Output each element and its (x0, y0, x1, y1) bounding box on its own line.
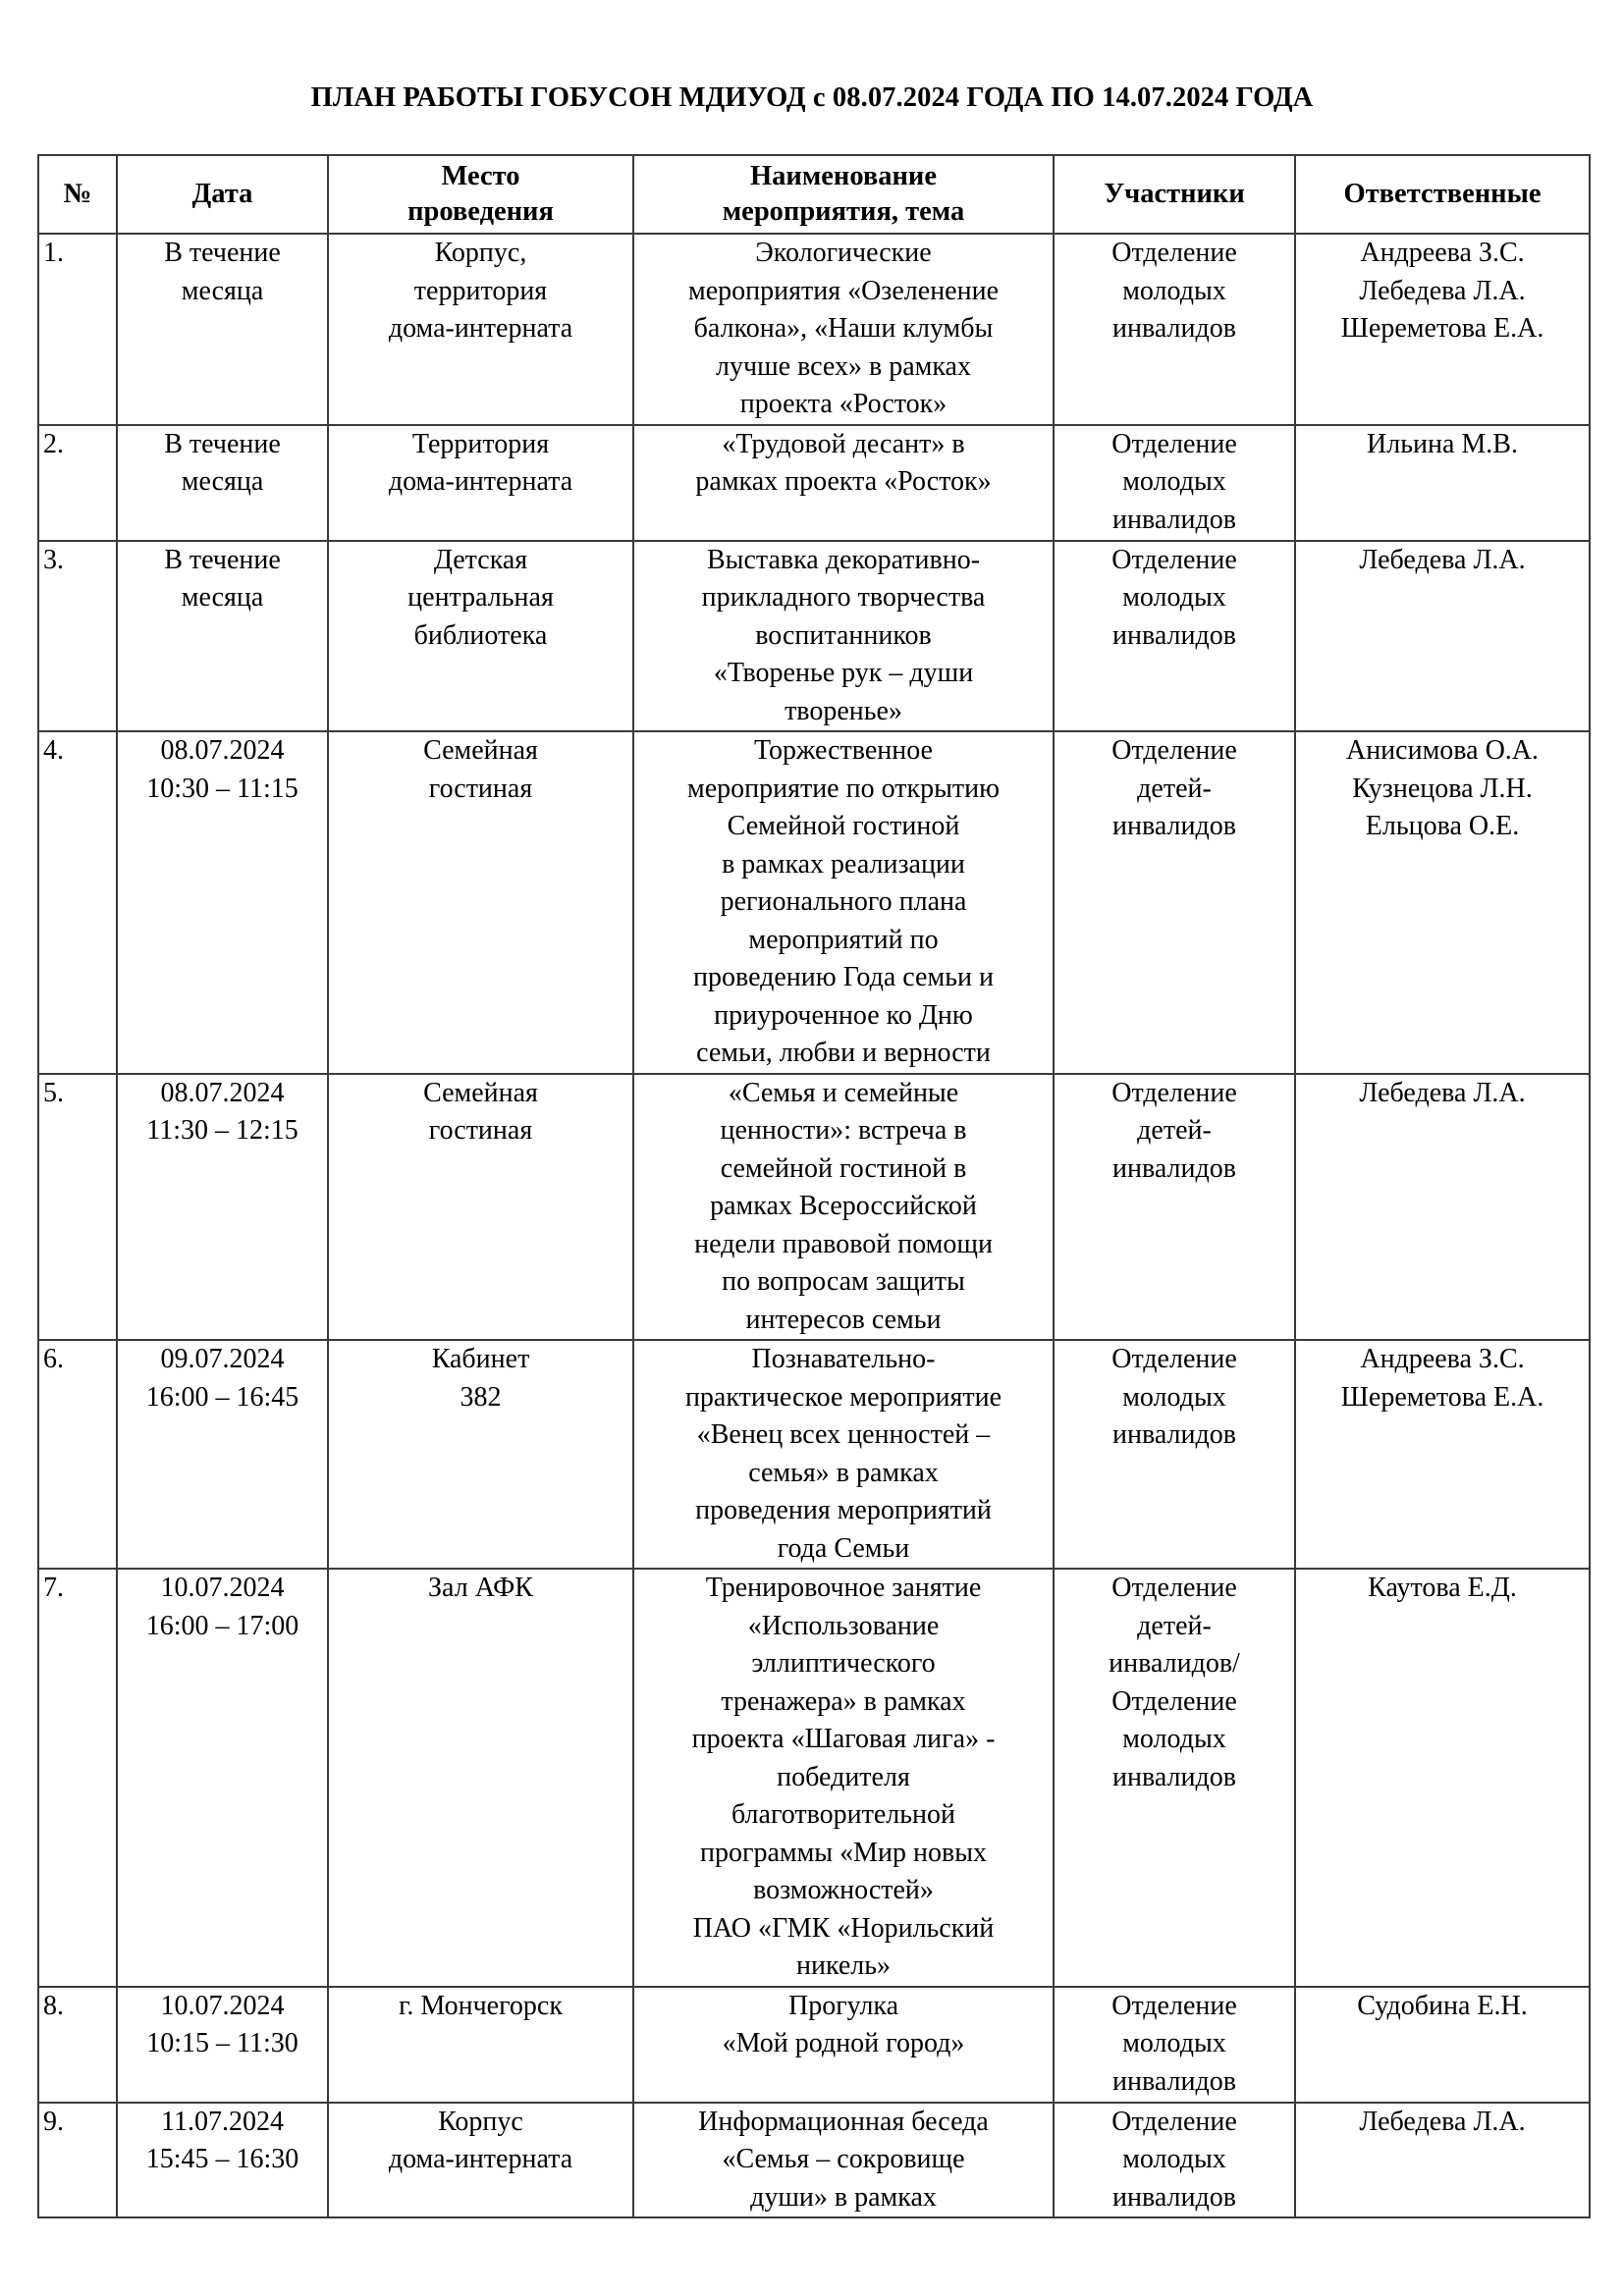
cell-line: инвалидов/ (1109, 1648, 1240, 1679)
cell-line: территория (413, 275, 548, 306)
cell-line: Семейной гостиной (727, 811, 960, 841)
cell-participants (1054, 1569, 1295, 1987)
cell-number: 9. (38, 2103, 117, 2218)
cell-line: библиотека (413, 619, 548, 651)
cell-line: «Трудовой десант» в (722, 428, 965, 459)
cell-responsible (1295, 1340, 1590, 1569)
header-participants (1054, 155, 1295, 234)
cell-line: «Семья – сокровище (722, 2144, 965, 2174)
cell-number: 1. (38, 234, 117, 425)
cell-line: Отделение (1111, 2106, 1237, 2137)
cell-line: рамках проекта «Росток» (695, 466, 992, 497)
header-number (38, 155, 117, 234)
cell-line: проведению Года семьи и (693, 962, 994, 992)
cell-line: молодых (1122, 2144, 1226, 2174)
cell-line: инвалидов (1112, 1761, 1236, 1792)
cell-number: 4. (38, 731, 117, 1074)
document-title: ПЛАН РАБОТЫ ГОБУСОН МДИУОД с 08.07.2024 ГОДА ПО 14.07.2024 ГОДА (310, 82, 1314, 113)
cell-line: молодых (1122, 1724, 1226, 1754)
cell-line: Отделение (1111, 1573, 1237, 1603)
cell-participants (1054, 2103, 1295, 2218)
cell-line: инвалидов (1112, 619, 1236, 651)
cell-line: 15:45 – 16:30 (145, 2144, 299, 2174)
cell-line: месяца (181, 466, 264, 497)
cell-line: Шереметова Е.А. (1340, 1381, 1544, 1413)
cell-line: 10.07.2024 (160, 1573, 285, 1603)
cell-line: г. Мончегорск (399, 1990, 563, 2021)
cell-line: молодых (1122, 1381, 1226, 1413)
cell-place (328, 541, 633, 732)
cell-line: 16:00 – 16:45 (145, 1381, 299, 1413)
header-event (633, 155, 1054, 234)
cell-line: В течение (164, 238, 281, 268)
cell-line: инвалидов (1112, 1419, 1236, 1450)
table-row (38, 1340, 1590, 1569)
cell-line: «Использование (747, 1610, 940, 1641)
cell-line: творенье» (785, 695, 902, 726)
cell-line: благотворительной (731, 1799, 955, 1830)
cell-line: Дата (191, 179, 253, 209)
cell-line: гостиная (428, 773, 533, 804)
cell-line: 10.07.2024 (160, 1990, 285, 2021)
cell-line: 08.07.2024 (160, 735, 285, 766)
cell-line: инвалидов (1112, 504, 1236, 535)
cell-line: недели правовой помощи (694, 1228, 993, 1259)
cell-line: Отделение (1111, 1077, 1237, 1108)
cell-line: месяца (181, 582, 264, 613)
cell-event (633, 1569, 1054, 1987)
cell-line: Прогулка (787, 1990, 899, 2021)
cell-line: Ответственные (1343, 179, 1542, 209)
cell-event (633, 425, 1054, 541)
cell-date (117, 425, 328, 541)
cell-responsible (1295, 1074, 1590, 1341)
cell-line: Лебедева Л.А. (1359, 2106, 1526, 2137)
cell-line: Семейная (423, 735, 538, 766)
cell-number: 5. (38, 1074, 117, 1341)
cell-participants (1054, 1074, 1295, 1341)
table-row (38, 234, 1590, 425)
cell-participants (1054, 1987, 1295, 2103)
cell-line: воспитанников (755, 619, 932, 651)
table-row (38, 731, 1590, 1074)
cell-responsible (1295, 234, 1590, 425)
cell-line: Отделение (1111, 1685, 1237, 1717)
cell-line: детей- (1137, 1610, 1212, 1641)
cell-place (328, 1569, 633, 1987)
cell-place (328, 425, 633, 541)
cell-line: «Мой родной город» (722, 2028, 965, 2058)
cell-line: проекта «Росток» (739, 389, 947, 419)
cell-line: семья» в рамках (748, 1457, 939, 1488)
cell-line: Лебедева Л.А. (1359, 544, 1526, 575)
cell-line: проведения мероприятий (695, 1495, 992, 1525)
cell-line: интересов семьи (745, 1304, 942, 1335)
cell-line: Судобина Е.Н. (1357, 1990, 1528, 2021)
cell-line: рамках Всероссийской (710, 1191, 977, 1221)
cell-line: Шереметова Е.А. (1340, 313, 1544, 344)
cell-event (633, 731, 1054, 1074)
table-row (38, 425, 1590, 541)
cell-line: № (63, 179, 92, 209)
cell-line: Выставка декоративно- (706, 544, 981, 575)
cell-number: 2. (38, 425, 117, 541)
cell-participants (1054, 541, 1295, 732)
cell-number: 3. (38, 541, 117, 732)
cell-line: 16:00 – 17:00 (145, 1610, 299, 1641)
cell-line: Зал АФК (428, 1573, 533, 1603)
cell-responsible (1295, 1569, 1590, 1987)
cell-line: проекта «Шаговая лига» - (691, 1724, 996, 1754)
cell-place (328, 731, 633, 1074)
cell-line: Лебедева Л.А. (1359, 1077, 1526, 1108)
cell-date (117, 541, 328, 732)
cell-line: в рамках реализации (722, 848, 965, 880)
cell-line: Семейная (423, 1077, 538, 1108)
cell-line: Анисимова О.А. (1345, 735, 1540, 766)
cell-line: 10:30 – 11:15 (146, 773, 298, 804)
cell-line: 11:30 – 12:15 (146, 1115, 298, 1146)
cell-line: программы «Мир новых (699, 1837, 988, 1868)
cell-line: Территория (411, 428, 550, 459)
cell-responsible (1295, 425, 1590, 541)
cell-line: мероприятия «Озеленение (687, 275, 999, 306)
cell-line: проведения (407, 196, 554, 227)
cell-event (633, 234, 1054, 425)
cell-line: по вопросам защиты (722, 1266, 965, 1297)
cell-line: 11.07.2024 (161, 2106, 284, 2137)
cell-line: мероприятие по открытию (686, 773, 1001, 804)
cell-line: «Венец всех ценностей – (696, 1419, 991, 1450)
cell-line: Участники (1104, 179, 1245, 209)
cell-line: дома-интерната (388, 313, 573, 344)
cell-line: детей- (1137, 773, 1212, 804)
cell-line: В течение (164, 428, 281, 459)
cell-participants (1054, 1340, 1295, 1569)
cell-line: «Творенье рук – души (713, 658, 974, 688)
cell-line: Корпус (438, 2106, 523, 2137)
cell-line: молодых (1122, 466, 1226, 497)
cell-responsible (1295, 1987, 1590, 2103)
cell-line: эллиптического (751, 1648, 936, 1679)
cell-line: возможностей» (753, 1875, 934, 1905)
cell-line: молодых (1122, 2028, 1226, 2058)
cell-line: ценности»: встреча в (720, 1115, 967, 1146)
cell-event (633, 1987, 1054, 2103)
cell-line: мероприятия, тема (722, 196, 965, 227)
cell-participants (1054, 425, 1295, 541)
table-header-row (38, 155, 1590, 234)
cell-line: Лебедева Л.А. (1359, 275, 1526, 306)
cell-responsible (1295, 2103, 1590, 2218)
cell-line: 10:15 – 11:30 (146, 2028, 298, 2058)
cell-line: инвалидов (1112, 2065, 1236, 2097)
cell-responsible (1295, 731, 1590, 1074)
cell-place (328, 1340, 633, 1569)
schedule-table (37, 154, 1591, 2218)
cell-date (117, 1987, 328, 2103)
cell-line: Андреева З.С. (1360, 238, 1525, 268)
cell-line: Информационная беседа (698, 2106, 989, 2137)
cell-line: Экологические (755, 238, 932, 268)
cell-line: победителя (777, 1761, 910, 1792)
cell-line: Торжественное (754, 735, 933, 766)
cell-line: дома-интерната (388, 2144, 573, 2174)
cell-line: никель» (795, 1950, 892, 1981)
cell-date (117, 2103, 328, 2218)
cell-event (633, 1340, 1054, 1569)
cell-line: Отделение (1111, 735, 1237, 766)
cell-place (328, 1074, 633, 1341)
cell-line: Отделение (1111, 1344, 1237, 1374)
cell-line: Детская (433, 544, 528, 575)
cell-date (117, 1569, 328, 1987)
cell-line: прикладного творчества (701, 582, 986, 613)
cell-participants (1054, 234, 1295, 425)
cell-line: инвалидов (1112, 313, 1236, 344)
cell-line: Ельцова О.Е. (1365, 811, 1520, 841)
cell-line: балкона», «Наши клумбы (693, 313, 994, 344)
cell-place (328, 2103, 633, 2218)
cell-line: Тренировочное занятие (705, 1573, 982, 1603)
cell-line: регионального плана (720, 886, 967, 917)
cell-line: Кабинет (431, 1344, 530, 1374)
cell-line: инвалидов (1112, 811, 1236, 841)
cell-event (633, 1074, 1054, 1341)
cell-line: души» в рамках (750, 2181, 937, 2213)
table-row (38, 1569, 1590, 1987)
cell-place (328, 1987, 633, 2103)
header-responsible (1295, 155, 1590, 234)
cell-line: Кузнецова Л.Н. (1352, 773, 1533, 804)
cell-line: инвалидов (1112, 2181, 1236, 2213)
cell-line: В течение (164, 544, 281, 575)
table-row (38, 1074, 1590, 1341)
cell-line: детей- (1137, 1115, 1212, 1146)
cell-line: центральная (407, 582, 554, 613)
cell-number: 6. (38, 1340, 117, 1569)
header-place (328, 155, 633, 234)
cell-line: мероприятий по (748, 924, 939, 955)
cell-place (328, 234, 633, 425)
cell-line: тренажера» в рамках (721, 1685, 966, 1717)
cell-line: 08.07.2024 (160, 1077, 285, 1108)
cell-number: 8. (38, 1987, 117, 2103)
cell-line: Отделение (1111, 1990, 1237, 2021)
cell-line: Андреева З.С. (1360, 1344, 1525, 1374)
cell-line: Отделение (1111, 544, 1237, 575)
table-row (38, 1987, 1590, 2103)
cell-line: практическое мероприятие (684, 1381, 1002, 1413)
cell-number: 7. (38, 1569, 117, 1987)
cell-responsible (1295, 541, 1590, 732)
cell-line: Место (441, 161, 520, 191)
header-date (117, 155, 328, 234)
cell-line: Корпус, (434, 238, 527, 268)
cell-event (633, 541, 1054, 732)
cell-date (117, 1074, 328, 1341)
cell-line: приуроченное ко Дню (714, 999, 973, 1031)
cell-date (117, 234, 328, 425)
table-row (38, 2103, 1590, 2218)
cell-line: Каутова Е.Д. (1368, 1573, 1517, 1603)
cell-event (633, 2103, 1054, 2218)
cell-line: семьи, любви и верности (696, 1038, 991, 1068)
cell-line: Отделение (1111, 428, 1237, 459)
cell-line: Ильина М.В. (1367, 428, 1518, 459)
cell-line: месяца (181, 275, 264, 306)
cell-line: Познавательно- (751, 1344, 936, 1374)
cell-line: 09.07.2024 (160, 1344, 285, 1374)
cell-line: Наименование (750, 161, 937, 191)
cell-line: ПАО «ГМК «Норильский (692, 1912, 995, 1944)
cell-participants (1054, 731, 1295, 1074)
table-row (38, 541, 1590, 732)
cell-line: дома-интерната (388, 466, 573, 497)
cell-line: «Семья и семейные (728, 1077, 959, 1108)
cell-line: инвалидов (1112, 1152, 1236, 1184)
cell-date (117, 1340, 328, 1569)
cell-line: семейной гостиной в (720, 1152, 967, 1184)
cell-line: молодых (1122, 582, 1226, 613)
cell-line: лучше всех» в рамках (716, 350, 971, 382)
cell-line: года Семьи (777, 1532, 910, 1564)
cell-line: молодых (1122, 275, 1226, 306)
cell-line: 382 (460, 1381, 502, 1413)
cell-line: гостиная (428, 1115, 533, 1146)
cell-date (117, 731, 328, 1074)
cell-line: Отделение (1111, 238, 1237, 268)
